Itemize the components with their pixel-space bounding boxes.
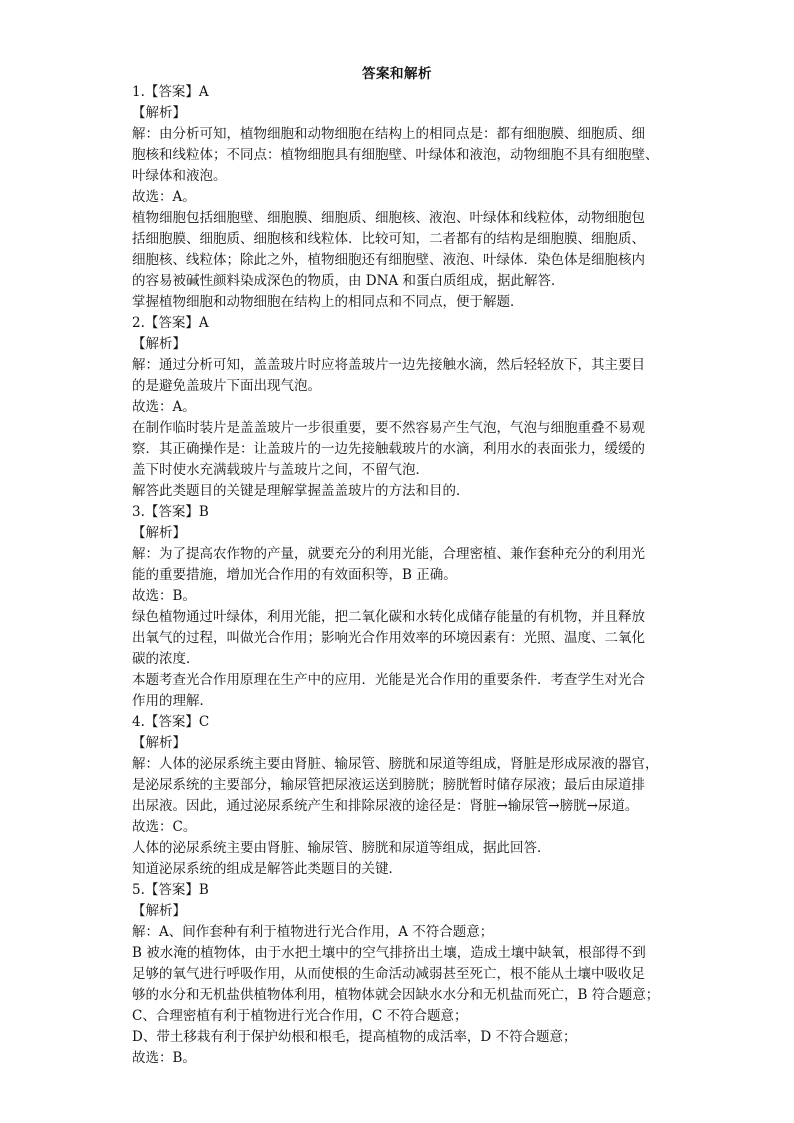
analysis-text-line: 解：由分析可知，植物细胞和动物细胞在结构上的相同点是：都有细胞膜、细胞质、细 — [132, 126, 645, 142]
analysis-text-line: 故选：C。 — [132, 819, 197, 835]
answer-content — [132, 82, 672, 1069]
analysis-text-line: B 被水淹的植物体，由于水把土壤中的空气排挤出土壤，造成土壤中缺氧，根部得不到 — [132, 945, 646, 961]
analysis-label: 【解析】 — [132, 735, 186, 751]
analysis-text-line: 人体的泌尿系统主要由肾脏、输尿管、膀胱和尿道等组成，据此回答． — [132, 840, 551, 856]
analysis-text-line: 能的重要措施，增加光合作用的有效面积等，B 正确。 — [132, 567, 457, 583]
analysis-text-line: 在制作临时装片是盖盖玻片一步很重要，要不然容易产生气泡，气泡与细胞重叠不易观 — [132, 420, 645, 436]
question-number: 1. — [132, 84, 145, 100]
page-title: 答案和解析 — [362, 66, 432, 82]
answer-label: 【答案】B — [144, 882, 209, 898]
answer-label: 【答案】A — [144, 84, 209, 100]
question-number: 2. — [132, 315, 145, 331]
analysis-text-line: 括细胞膜、细胞质、细胞核和线粒体．比较可知，二者都有的结构是细胞膜、细胞质、 — [132, 231, 645, 247]
answer-line — [132, 82, 672, 103]
answer-label: 【答案】C — [144, 714, 210, 730]
analysis-text-line: 叶绿体和液泡。 — [132, 168, 227, 184]
question-block — [132, 82, 672, 313]
analysis-text-line: 知道泌尿系统的组成是解答此类题目的关键． — [132, 861, 402, 877]
analysis-text-line: 绿色植物通过叶绿体，利用光能，把二氧化碳和水转化成储存能量的有机物，并且释放 — [132, 609, 645, 625]
analysis-text-line: 够的水分和无机盐供植物体利用，植物体就会因缺水水分和无机盐而死亡，B 符合题意； — [132, 987, 660, 1003]
analysis-text-line: 故选：A。 — [132, 399, 196, 415]
analysis-label: 【解析】 — [132, 903, 186, 919]
answer-line — [132, 313, 672, 334]
analysis-text-line: 解：A、间作套种有利于植物进行光合作用，A 不符合题意； — [132, 924, 494, 940]
analysis-text-line: 解：通过分析可知，盖盖玻片时应将盖玻片一边先接触水滴，然后轻轻放下，其主要目 — [132, 357, 645, 373]
analysis-label: 【解析】 — [132, 336, 186, 352]
question-block — [132, 502, 672, 712]
question-number: 5. — [132, 882, 145, 898]
analysis-text-line: 的是避免盖玻片下面出现气泡。 — [132, 378, 321, 394]
analysis-label: 【解析】 — [132, 105, 186, 121]
analysis-text-line: 解：人体的泌尿系统主要由肾脏、输尿管、膀胱和尿道等组成，肾脏是形成尿液的器官， — [132, 756, 659, 772]
analysis-text-line: 出尿液。因此，通过泌尿系统产生和排除尿液的途径是：肾脏→输尿管→膀胱→尿道。 — [132, 798, 639, 814]
analysis-text-line: 掌握植物细胞和动物细胞在结构上的相同点和不同点，便于解题． — [132, 294, 524, 310]
analysis-text-line: C、合理密植有利于植物进行光合作用，C 不符合题意； — [132, 1008, 468, 1024]
answer-label: 【答案】A — [144, 315, 209, 331]
analysis-text-line: 出氧气的过程，叫做光合作用；影响光合作用效率的环境因素有：光照、温度、二氧化 — [132, 630, 645, 646]
analysis-text-line: 细胞核、线粒体；除此之外，植物细胞还有细胞壁、液泡、叶绿体．染色体是细胞核内 — [132, 252, 645, 268]
analysis-text-line: D、带土移栽有利于保护幼根和根毛，提高植物的成活率，D 不符合题意； — [132, 1029, 577, 1045]
analysis-text-line: 故选：B。 — [132, 588, 196, 604]
analysis-text-line: 碳的浓度． — [132, 651, 200, 667]
analysis-text-line: 胞核和线粒体；不同点：植物细胞具有细胞壁、叶绿体和液泡，动物细胞不具有细胞壁、 — [132, 147, 659, 163]
analysis-text-line: 故选：B。 — [132, 1050, 196, 1066]
answer-line — [132, 502, 672, 523]
analysis-text-line: 故选：A。 — [132, 189, 196, 205]
analysis-text-line: 解：为了提高农作物的产量，就要充分的利用光能，合理密植、兼作套种充分的利用光 — [132, 546, 645, 562]
answer-label: 【答案】B — [144, 504, 209, 520]
analysis-text-line: 足够的氧气进行呼吸作用，从而使根的生命活动减弱甚至死亡，根不能从土壤中吸收足 — [132, 966, 645, 982]
analysis-label: 【解析】 — [132, 525, 186, 541]
question-block — [132, 712, 672, 880]
analysis-text-line: 的容易被碱性颜料染成深色的物质，由 DNA 和蛋白质组成，据此解答． — [132, 273, 565, 289]
question-number: 3. — [132, 504, 145, 520]
analysis-text-line: 作用的理解． — [132, 693, 213, 709]
answer-line — [132, 712, 672, 733]
analysis-text-line: 解答此类题目的关键是理解掌握盖盖玻片的方法和目的． — [132, 483, 470, 499]
question-block — [132, 313, 672, 502]
analysis-text-line: 盖下时使水充满载玻片与盖玻片之间，不留气泡． — [132, 462, 429, 478]
answer-line — [132, 880, 672, 901]
question-number: 4. — [132, 714, 145, 730]
analysis-text-line: 察．其正确操作是：让盖玻片的一边先接触载玻片的水滴，利用水的表面张力，缓缓的 — [132, 441, 645, 457]
analysis-text-line: 植物细胞包括细胞壁、细胞膜、细胞质、细胞核、液泡、叶绿体和线粒体，动物细胞包 — [132, 210, 645, 226]
question-block — [132, 880, 672, 1069]
analysis-text-line: 本题考查光合作用原理在生产中的应用．光能是光合作用的重要条件．考查学生对光合 — [132, 672, 645, 688]
analysis-text-line: 是泌尿系统的主要部分，输尿管把尿液运送到膀胱；膀胱暂时储存尿液；最后由尿道排 — [132, 777, 645, 793]
